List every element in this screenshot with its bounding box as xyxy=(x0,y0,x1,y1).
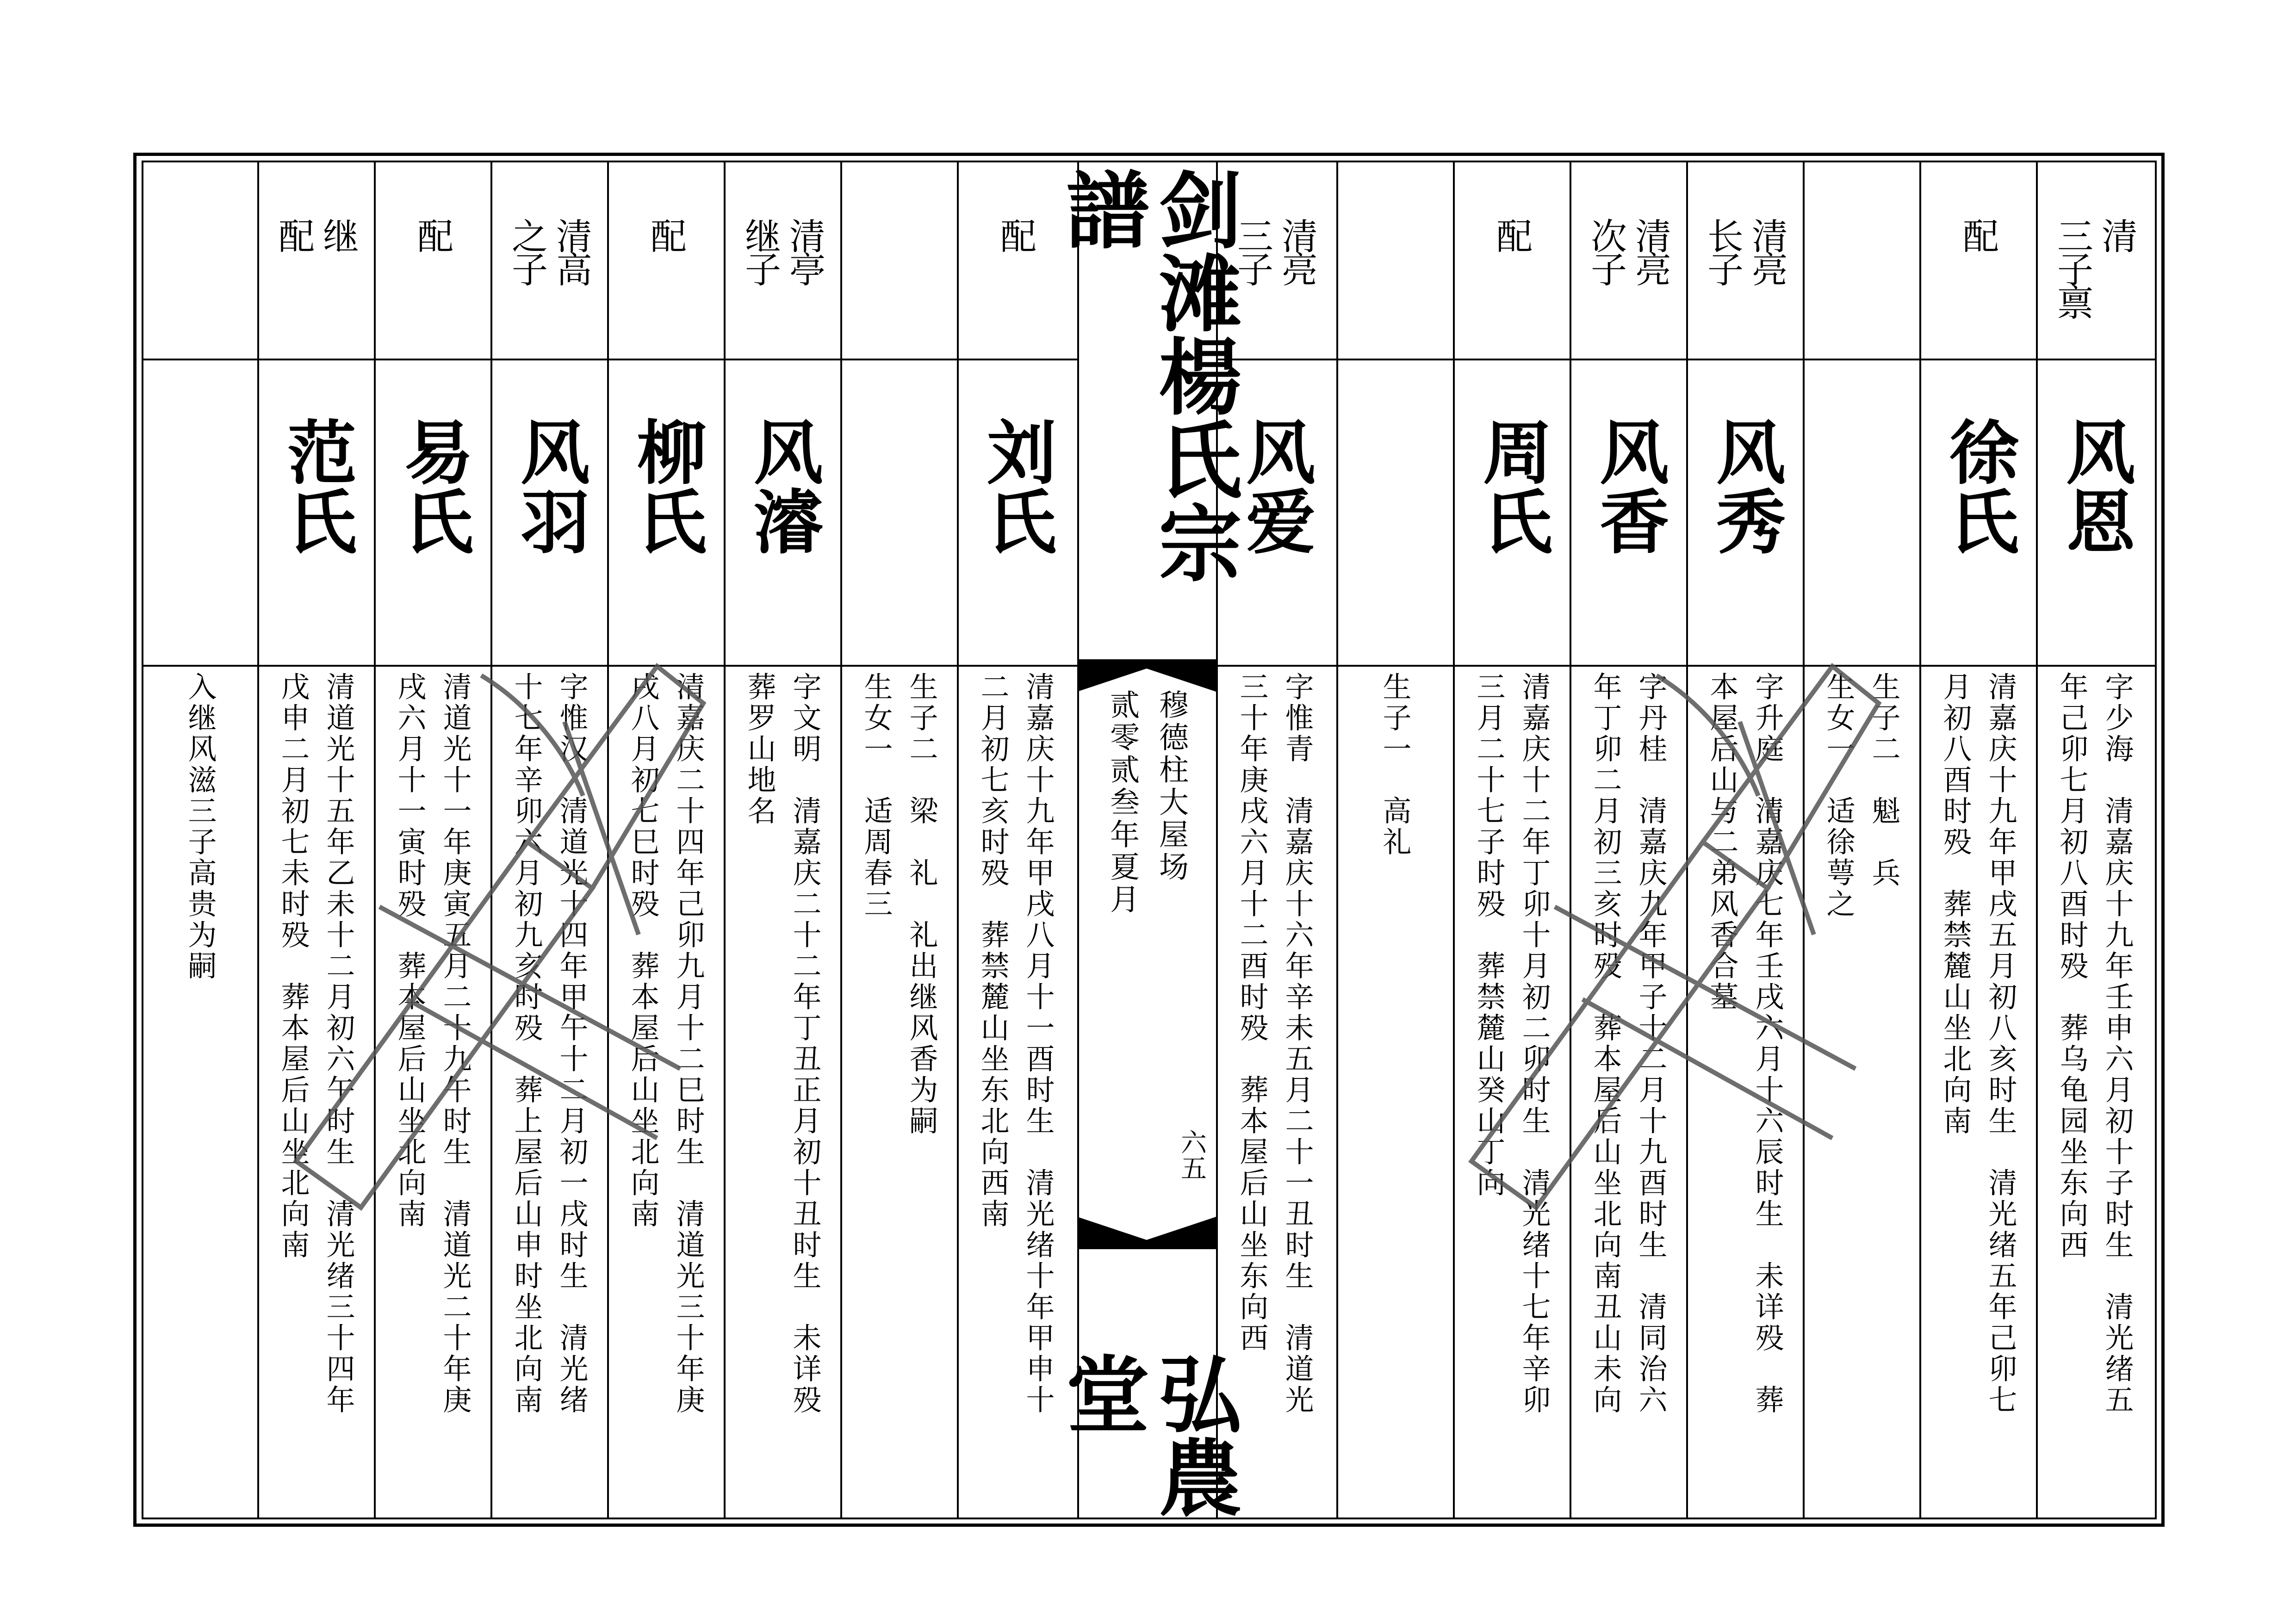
biography-line: 字惟青 清嘉庆十六年辛未五月二十一丑时生 清道光 xyxy=(1280,672,1314,1416)
biography xyxy=(957,672,1074,1518)
relation-text: 清高 xyxy=(550,217,592,284)
biography-line: 本屋后山与二弟风香合墓 xyxy=(1705,672,1739,1013)
relation-text: 清亮 xyxy=(1276,217,1317,284)
relation-text: 三子 xyxy=(1231,217,1273,284)
biography-line: 入继风滋三子高贵为嗣 xyxy=(183,672,217,982)
biography-line: 字少海 清嘉庆十九年壬申六月初十子时生 清光绪五 xyxy=(2100,672,2134,1416)
person-name-text: 范氏 xyxy=(275,416,356,555)
biography-line: 生子一 高礼 xyxy=(1378,672,1412,858)
biography xyxy=(142,672,258,1518)
person-name xyxy=(607,365,724,666)
person-name xyxy=(1336,365,1453,666)
biography xyxy=(1216,672,1333,1518)
biography xyxy=(1686,672,1803,1518)
person-name-text: 风香 xyxy=(1588,416,1668,555)
biography-line: 生女一 适周春三 xyxy=(859,672,893,920)
header-rule-left xyxy=(142,359,1077,360)
biography-line: 月初八酉时殁 葬禁麓山坐北向南 xyxy=(1938,672,1972,1137)
person-name-text: 风爱 xyxy=(1234,416,1315,555)
person-name-text: 刘氏 xyxy=(975,416,1055,555)
person-name-text: 柳氏 xyxy=(625,416,706,555)
biography-line: 年丁卯二月初三亥时殁 葬本屋后山坐北向南丑山未向 xyxy=(1589,672,1622,1416)
relation-text: 继 xyxy=(317,217,359,251)
relation-text: 继子 xyxy=(739,217,781,284)
relation-text: 清亭 xyxy=(783,217,825,284)
biography-line: 年己卯七月初八酉时殁 葬乌龟园坐东向西 xyxy=(2055,672,2089,1261)
relation-label xyxy=(1336,217,1453,352)
biography-line: 字丹桂 清嘉庆九年甲子十二月十九酉时生 清同治六 xyxy=(1634,672,1668,1416)
person-name-text: 风濬 xyxy=(742,416,822,555)
biography-line: 生子二 梁 礼 礼出继风香为嗣 xyxy=(905,672,938,1137)
relation-text: 清亮 xyxy=(1629,217,1671,284)
relation-text: 配 xyxy=(645,217,686,251)
biography xyxy=(490,672,607,1518)
biography xyxy=(374,672,490,1518)
person-name xyxy=(724,365,840,666)
biography xyxy=(2036,672,2153,1518)
biography-line: 二月初七亥时殁 葬禁麓山坐东北向西南 xyxy=(976,672,1010,1230)
person-name-text: 风恩 xyxy=(2054,416,2135,555)
person-name xyxy=(957,365,1074,666)
person-name-text: 易氏 xyxy=(392,416,472,555)
biography-line: 戌八月初七巳时殁 葬本屋后山坐北向南 xyxy=(626,672,660,1230)
biography-line: 清道光十一年庚寅五月二十九午时生 清道光二十年庚 xyxy=(438,672,472,1416)
relation-label xyxy=(957,217,1074,352)
relation-label xyxy=(142,217,258,352)
relation-label xyxy=(1686,217,1803,352)
person-name xyxy=(257,365,374,666)
person-name xyxy=(490,365,607,666)
relation-label xyxy=(1453,217,1570,352)
relation-label xyxy=(840,217,957,352)
person-name-text: 周氏 xyxy=(1471,416,1551,555)
page-number: 六五 xyxy=(1177,1129,1207,1181)
person-name-text: 风羽 xyxy=(509,416,589,555)
biography-line: 生女一 适徐萼之 xyxy=(1822,672,1855,920)
person-name xyxy=(1803,365,1919,666)
person-name xyxy=(2036,365,2153,666)
biography-line: 生子二 魁 兵 xyxy=(1867,672,1901,889)
relation-text: 清亮 xyxy=(1746,217,1787,284)
biography-line: 十七年辛卯六月初九亥时殁 葬上屋后山申时坐北向南 xyxy=(509,672,543,1416)
relation-label xyxy=(490,217,607,352)
person-name xyxy=(1570,365,1686,666)
biography-line: 三十年庚戌六月十二酉时殁 葬本屋后山坐东向西 xyxy=(1235,672,1269,1354)
biography xyxy=(1336,672,1453,1518)
relation-label xyxy=(1570,217,1686,352)
person-name xyxy=(374,365,490,666)
relation-label xyxy=(724,217,840,352)
person-name xyxy=(1216,365,1333,666)
biography-line: 清嘉庆十九年甲戌五月初八亥时生 清光绪五年己卯七 xyxy=(1984,672,2017,1416)
relation-label xyxy=(374,217,490,352)
person-name xyxy=(1453,365,1570,666)
relation-text: 配 xyxy=(1490,217,1532,251)
relation-text: 配 xyxy=(273,217,314,251)
person-name-text: 徐氏 xyxy=(1937,416,2018,555)
biography-line: 字惟汉 清道光十四年甲午十二月初一戌时生 清光绪 xyxy=(555,672,589,1416)
biography xyxy=(607,672,724,1518)
relation-label xyxy=(607,217,724,352)
biography xyxy=(257,672,374,1518)
person-name xyxy=(1919,365,2036,666)
biography-line: 三月二十七子时殁 葬禁麓山癸山丁向 xyxy=(1472,672,1506,1199)
relation-label xyxy=(257,217,374,352)
relation-text: 配 xyxy=(1957,217,1998,251)
biography-line: 戊申二月初七未时殁 葬本屋后山坐北向南 xyxy=(276,672,310,1261)
biography-line: 字文明 清嘉庆二十二年丁丑正月初十丑时生 未详殁 xyxy=(788,672,822,1416)
relation-label xyxy=(1216,217,1333,352)
relation-text: 清 xyxy=(2096,217,2137,251)
biography xyxy=(1803,672,1919,1518)
relation-text: 三子禀 xyxy=(2051,217,2093,317)
relation-text: 配 xyxy=(411,217,453,251)
biography-line: 清嘉庆十二年丁卯十月初二卯时生 清光绪十七年辛卯 xyxy=(1517,672,1551,1416)
person-name xyxy=(1686,365,1803,666)
biography xyxy=(724,672,840,1518)
relation-text: 之子 xyxy=(506,217,547,284)
publisher-text: 穆德柱大屋场 xyxy=(1154,689,1188,884)
person-name xyxy=(142,365,258,666)
biography xyxy=(1453,672,1570,1518)
biography-line: 清嘉庆十九年甲戌八月十一酉时生 清光绪十年甲申十 xyxy=(1021,672,1055,1416)
biography-line: 清嘉庆二十四年己卯九月十二巳时生 清道光三十年庚 xyxy=(671,672,705,1416)
biography-line: 字升庭 清嘉庆七年壬戌六月十六辰时生 未详殁 葬 xyxy=(1750,672,1784,1416)
relation-label xyxy=(1803,217,1919,352)
biography-line: 清道光十五年乙未十二月初六午时生 清光绪三十四年 xyxy=(322,672,355,1416)
hall-name: 弘農堂 xyxy=(1052,1351,1241,1518)
publish-date-text: 贰零贰叁年夏月 xyxy=(1105,689,1139,916)
biography-line: 戌六月十一寅时殁 葬本屋后山坐北向南 xyxy=(393,672,427,1230)
biography-line: 葬罗山地名 xyxy=(743,672,776,827)
biography xyxy=(1570,672,1686,1518)
biography xyxy=(1919,672,2036,1518)
genealogy-title: 剑滩楊氏宗譜 xyxy=(1052,167,1241,583)
relation-text: 配 xyxy=(994,217,1036,251)
person-name xyxy=(840,365,957,666)
relation-text: 次子 xyxy=(1585,217,1626,284)
relation-label xyxy=(2036,217,2153,352)
biography xyxy=(840,672,957,1518)
relation-text: 长子 xyxy=(1701,217,1743,284)
relation-label xyxy=(1919,217,2036,352)
person-name-text: 风秀 xyxy=(1704,416,1785,555)
